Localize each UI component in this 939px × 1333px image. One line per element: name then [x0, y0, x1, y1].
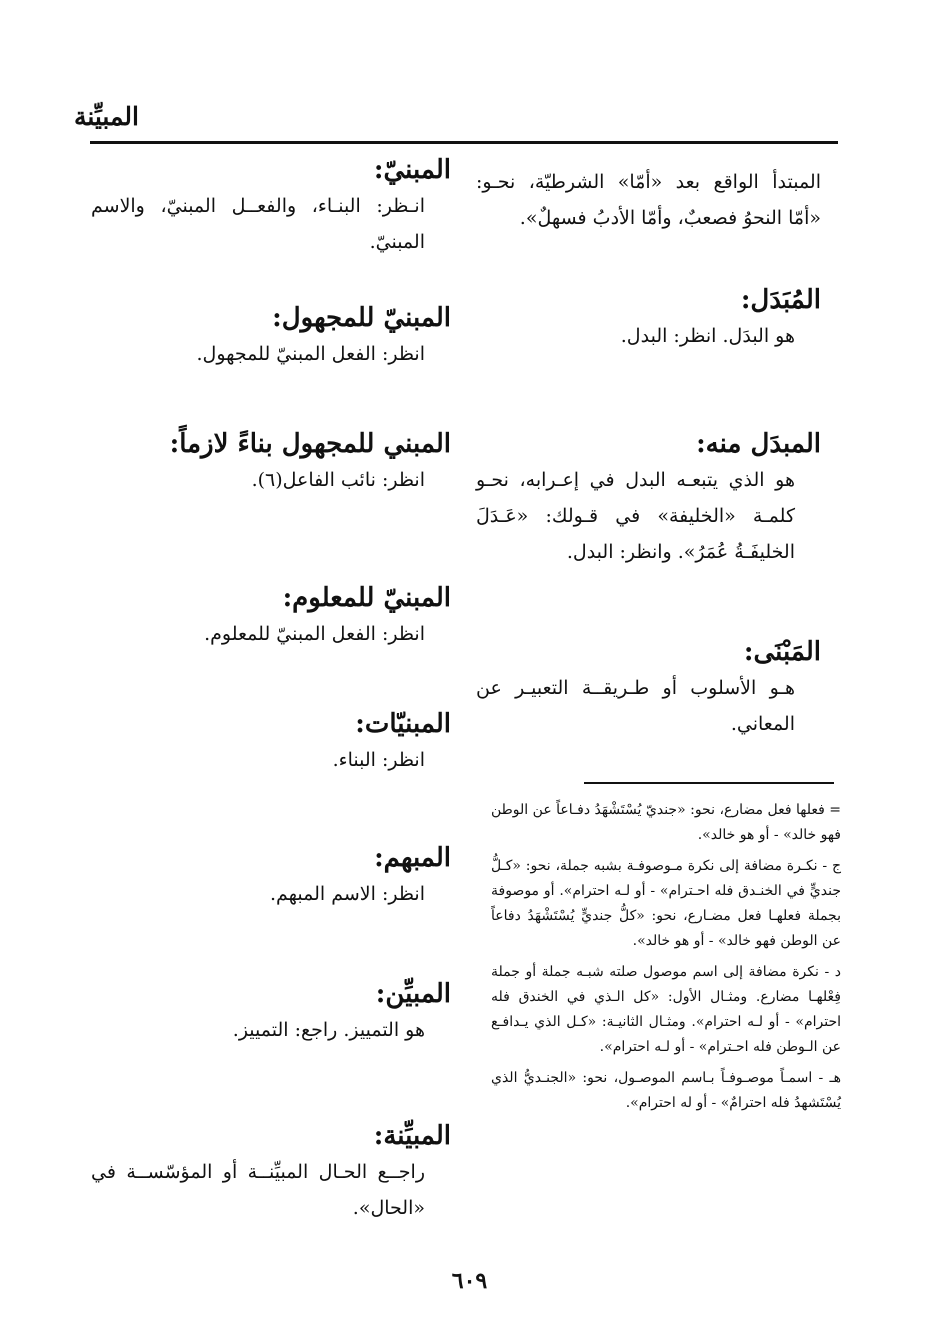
header-rule [90, 141, 838, 144]
entry-text: هـو الأسلوب أو طـريقــة التعبيـر عن المعاني. [476, 677, 795, 735]
entry-term: المبني للمجهول بناءً لازماً: [169, 429, 451, 459]
entry-mabni [91, 152, 451, 260]
footnote-item: = فعلها فعل مضارع، نحو: «جنديّ يُسْتَشْهَدُ دفـاعاً عن الوطن فهو خالد» - أو هو خالد». [491, 802, 841, 843]
entry-term: المبنيّ للمعلوم: [282, 583, 451, 613]
page-number: ٦٠٩ [451, 1268, 488, 1294]
footnote-item: هـ - اسمـاً موصـوفـاً بـاسم الموصـول، نحو: «الجنـديُّ الذي يُسْتَشهدُ فله احترامٌ» - أو له احترام». [491, 1070, 841, 1111]
entry-text: راجــع الحـال المبيِّنــة أو المؤسّســة في «الحال». [91, 1161, 425, 1219]
footnotes [491, 798, 841, 1122]
entry-text: هو التمييز. راجع: التمييز. [232, 1019, 425, 1041]
entry-term: المَبْنَى: [743, 637, 821, 667]
entry-text: هو الذي يتبعـه البدل في إعـرابه، نحـو كلمـة «الخليفة» في قـولك: «عَـدَلَ الخليفَـةُ عُمَرُ». وانظر: البدل. [476, 469, 795, 563]
entry-term: المبيِّن: [375, 979, 451, 1009]
entry-mubayyina [91, 1118, 451, 1226]
entry-mabni-malum [91, 580, 451, 652]
entry-text: هو البدَل. انظر: البدل. [620, 325, 795, 347]
entry-term: المبدَل منه: [696, 429, 821, 459]
entry-term: المبنيّ للمجهول: [272, 303, 451, 333]
entry-term: المبنيّ: [373, 155, 451, 185]
entry-mubham [91, 840, 451, 912]
entry-text: المبتدأ الواقع بعد «أمّا» الشرطيّة، نحـو: «أمّا النحوُ فصعبٌ، وأمّا الأدبُ فسهلٌ». [476, 171, 821, 229]
entry-mabna [476, 634, 821, 742]
entry-term: المُبَدَل: [740, 285, 821, 315]
entry-text: انظر: نائب الفاعل(٦). [251, 469, 425, 491]
running-head: المبيِّنة [73, 102, 139, 131]
entry-text: انظر: الفعل المبنيّ للمعلوم. [204, 623, 425, 645]
entry-term: المبهم: [374, 843, 451, 873]
footnote-item: ج - نكـرة مضافة إلى نكرة مـوصوفـة بشبه جملة، نحو: «كـلُّ جنديٍّ في الخنـدق فله احـترام» - أو لـه احترام». أو موصوفة بجملة فعلهـا فعل مضـارع، نحو: «كلُّ جنديٍّ يُسْتَشْهَدُ دفاعاً عن الوطن فهو خالد» - أو هو خالد». [491, 858, 841, 949]
footnote-item: د - نكرة مضافة إلى اسم موصول صلته شبـه جملة أو جملة فِعْلهـا مضارع. ومثـال الأول: «كل الـذي في الخندق فله احترام» - أو لـه احترام». ومثـال الثانيـة: «كـل الذي يـدافـع عن الـوطن فله احـترام» - أو لـه احترام». [491, 964, 841, 1055]
entry-mabniyyat [91, 706, 451, 778]
entry-text: انظر: الاسم المبهم. [269, 883, 425, 905]
entry-mubdal-minhu [476, 426, 821, 570]
entry-text: انظر: الفعل المبنيّ للمجهول. [196, 343, 425, 365]
entry-continuation [476, 164, 821, 236]
entry-mubayyin [91, 976, 451, 1048]
entry-term: المبنيّات: [355, 709, 451, 739]
entry-mubadal [476, 282, 821, 354]
entry-mabni-majhul [91, 300, 451, 372]
entry-term: المبيِّنة: [373, 1121, 451, 1151]
entry-text: انظر: البناء. [332, 749, 425, 771]
entry-mabni-majhul-lazim [91, 426, 451, 498]
entry-text: انـظر: البنـاء، والفعــل المبنيّ، والاسم المبنيّ. [91, 195, 425, 253]
footnote-rule [584, 782, 834, 784]
